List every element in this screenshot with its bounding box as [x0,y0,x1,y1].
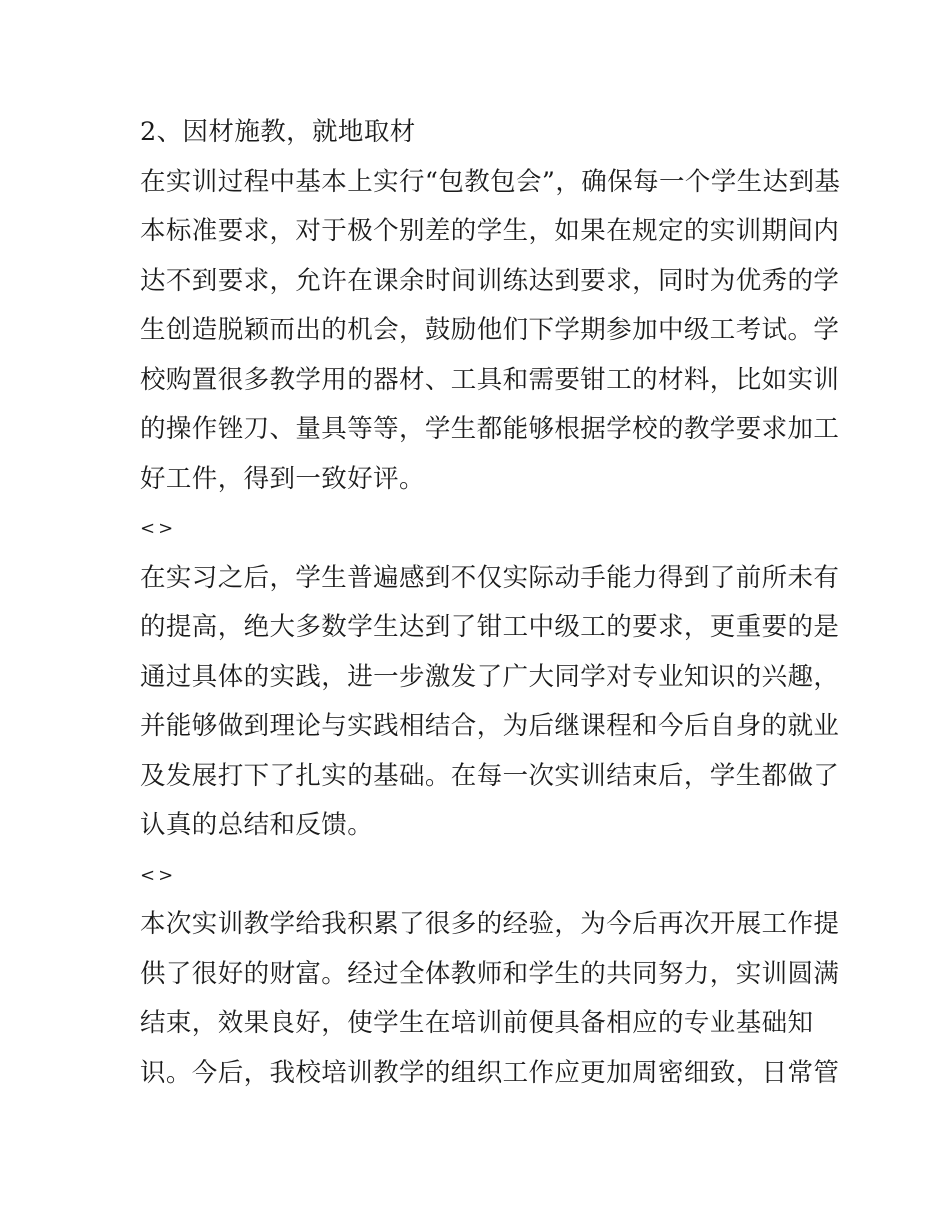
paragraph-line: 的操作锉刀、量具等等，学生都能够根据学校的教学要求加工 [140,414,840,444]
paragraph-line: 达不到要求，允许在课余时间训练达到要求，同时为优秀的学 [140,265,840,296]
separator-marker: <> [140,518,177,539]
paragraph-line: 在实习之后，学生普遍感到不仅实际动手能力得到了前所未有 [140,562,840,593]
document-body [140,108,841,1098]
paragraph-line: 好工件，得到一致好评。 [140,463,425,494]
paragraph-line: 校购置很多教学用的器材、工具和需要钳工的材料，比如实训 [140,364,840,395]
paragraph-line: 在实训过程中基本上实行“包教包会”，确保每一个学生达到基 [140,166,841,197]
section-heading: 2、因材施教，就地取材 [140,117,416,147]
paragraph-line: 识。今后，我校培训教学的组织工作应更加周密细致，日常管 [140,1057,840,1088]
paragraph-line: 通过具体的实践，进一步激发了广大同学对专业知识的兴趣， [140,661,840,692]
paragraph-line: 本标准要求，对于极个别差的学生，如果在规定的实训期间内 [140,216,840,246]
paragraph-line: 并能够做到理论与实践相结合，为后继课程和今后自身的就业 [140,711,840,741]
separator-marker: <> [140,864,177,886]
paragraph-line: 生创造脱颖而出的机会，鼓励他们下学期参加中级工考试。学 [140,315,840,345]
paragraph-line: 供了很好的财富。经过全体教师和学生的共同努力，实训圆满 [140,958,840,989]
paragraph-line: 本次实训教学给我积累了很多的经验，为今后再次开展工作提 [140,909,840,939]
paragraph-line: 及发展打下了扎实的基础。在每一次实训结束后，学生都做了 [140,760,840,791]
paragraph-line: 的提高，绝大多数学生达到了钳工中级工的要求，更重要的是 [140,612,840,642]
paragraph-line: 结束，效果良好，使学生在培训前便具备相应的专业基础知 [140,1008,814,1038]
paragraph-line: 认真的总结和反馈。 [140,810,374,840]
